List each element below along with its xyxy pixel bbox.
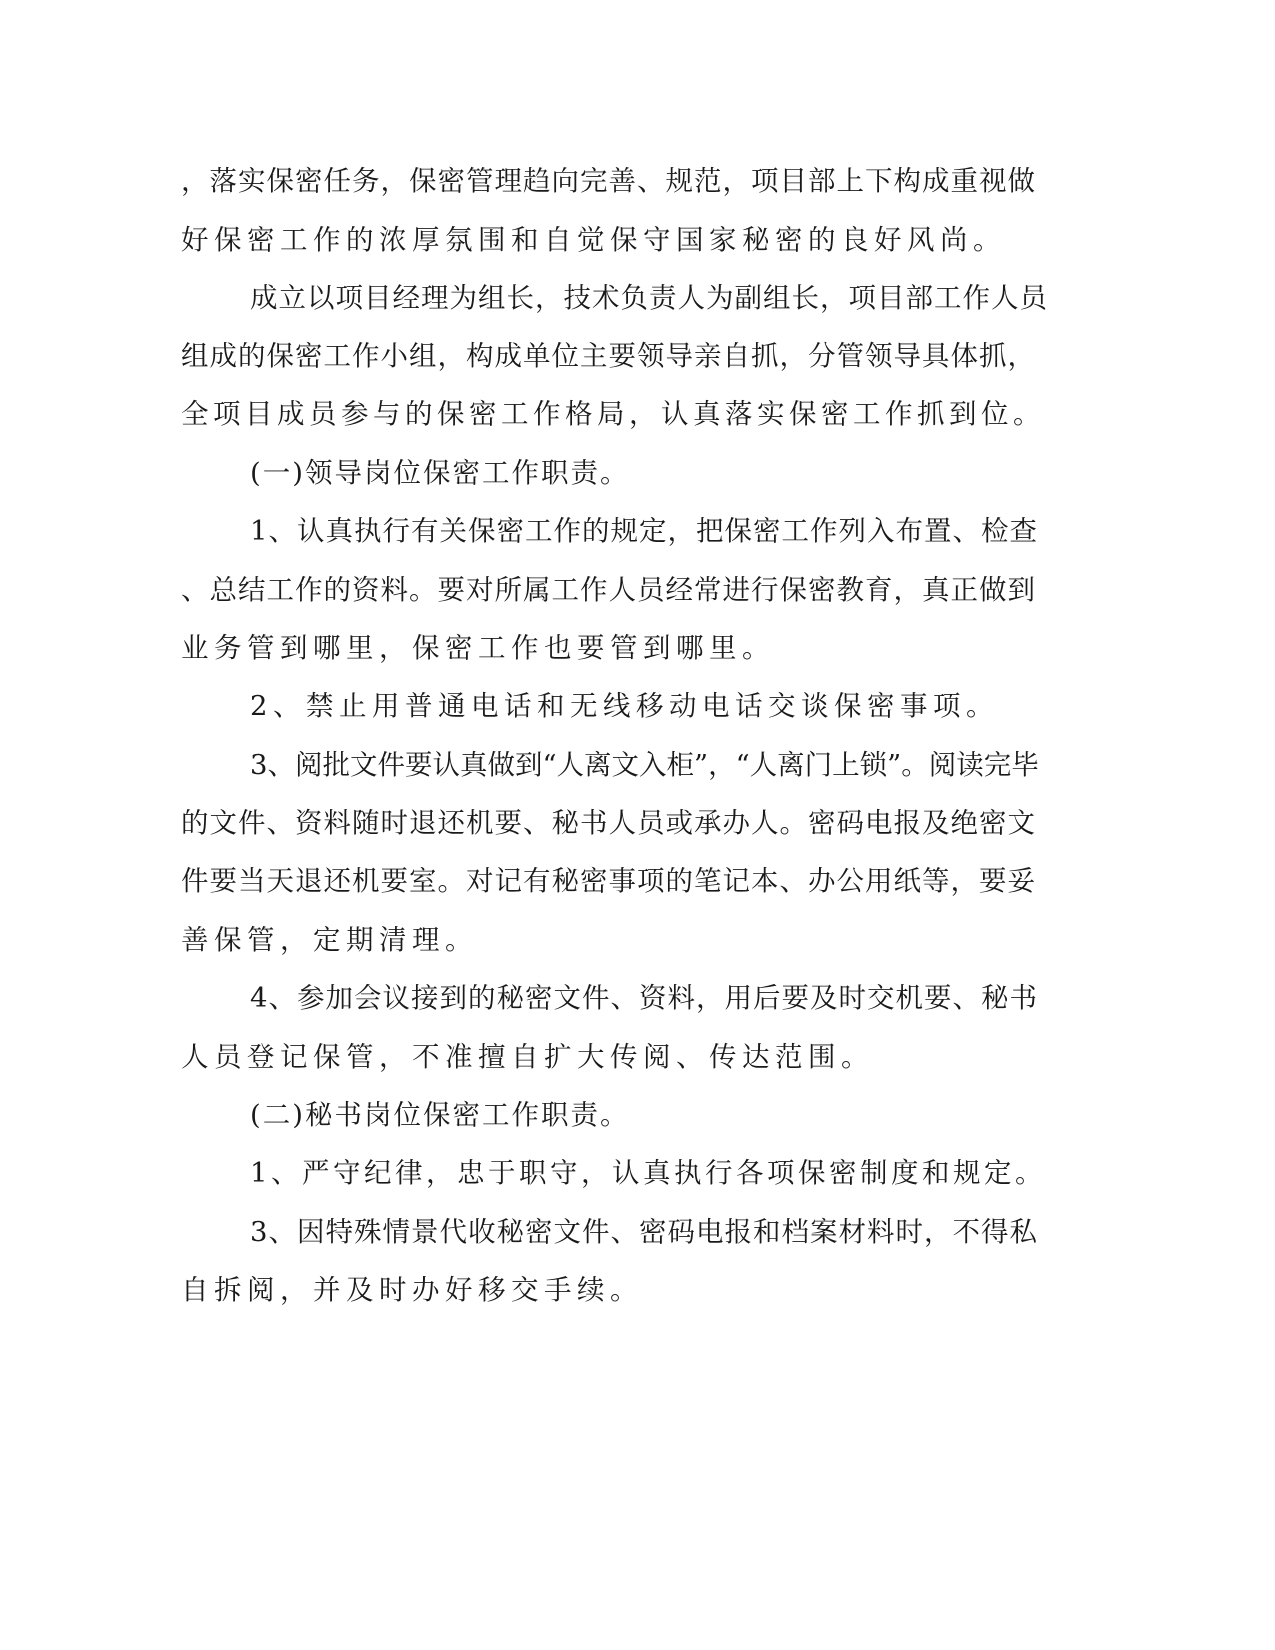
text-line: 1、严守纪律，忠于职守，认真执行各项保密制度和规定。 <box>250 1157 1046 1189</box>
text-line: 3、因特殊情景代收秘密文件、密码电报和档案材料时，不得私 <box>250 1216 1038 1248</box>
text-line: 成立以项目经理为组长，技术负责人为副组长，项目部工作人员 <box>250 282 1048 314</box>
text-line: 件要当天退还机要室。对记有秘密事项的笔记本、办公用纸等，要妥 <box>181 865 1036 897</box>
text-line: 自拆阅，并及时办好移交手续。 <box>181 1274 643 1306</box>
text-line: 的文件、资料随时退还机要、秘书人员或承办人。密码电报及绝密文 <box>181 807 1036 839</box>
text-line: 4、参加会议接到的秘密文件、资料，用后要及时交机要、秘书 <box>250 982 1038 1014</box>
text-line: ，落实保密任务，保密管理趋向完善、规范，项目部上下构成重视做 <box>181 165 1036 197</box>
text-line: 、总结工作的资料。要对所属工作人员经常进行保密教育，真正做到 <box>181 574 1036 606</box>
text-line: 好保密工作的浓厚氛围和自觉保守国家秘密的良好风尚。 <box>181 224 1006 256</box>
text-line: 善保管，定期清理。 <box>181 924 478 956</box>
section-heading: (二)秘书岗位保密工作职责。 <box>250 1099 630 1131</box>
text-line: 组成的保密工作小组，构成单位主要领导亲自抓，分管领导具体抓， <box>181 340 1036 372</box>
text-line: 2、禁止用普通电话和无线移动电话交谈保密事项。 <box>250 690 999 722</box>
text-line: 全项目成员参与的保密工作格局，认真落实保密工作抓到位。 <box>181 398 1045 430</box>
text-line: 业务管到哪里，保密工作也要管到哪里。 <box>181 632 775 664</box>
text-line: 3、阅批文件要认真做到“人离文入柜”，“人离门上锁”。阅读完毕 <box>250 749 1039 781</box>
text-line: 1、认真执行有关保密工作的规定，把保密工作列入布置、检查 <box>250 515 1038 547</box>
section-heading: (一)领导岗位保密工作职责。 <box>250 457 630 489</box>
text-line: 人员登记保管，不准擅自扩大传阅、传达范围。 <box>181 1041 874 1073</box>
